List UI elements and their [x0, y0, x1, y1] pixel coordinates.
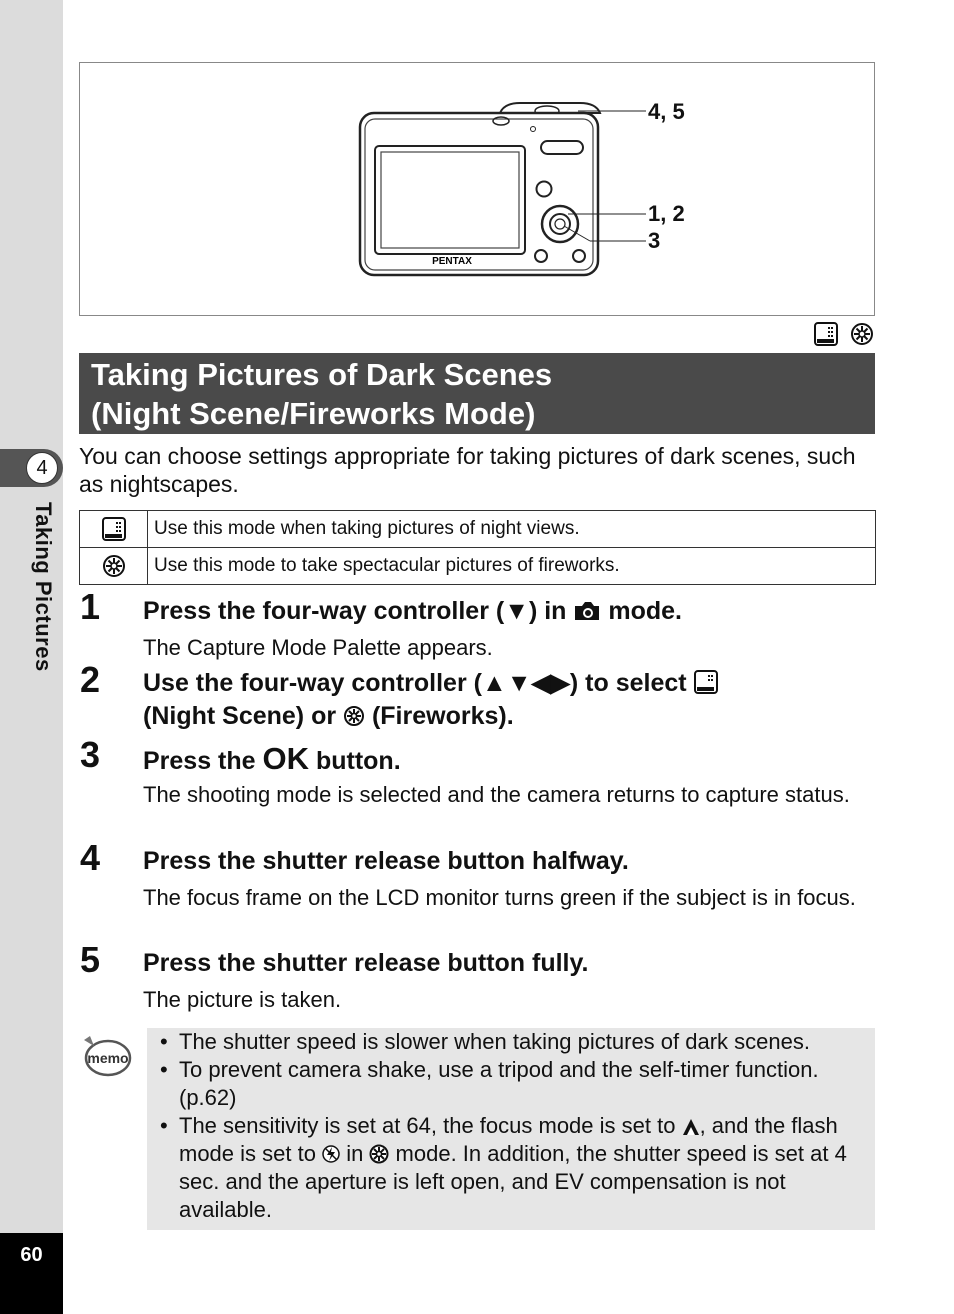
list-item: • The sensitivity is set at 64, the focus mode is set to , and the flash mode is set to in mode. In addition, the shutter speed is set at 4 sec. and the aperture is left open, and EV compensation is not available. — [157, 1112, 865, 1224]
mode-table — [79, 510, 876, 585]
night-scene-icon — [102, 517, 126, 541]
callout-shutter: 4, 5 — [648, 99, 685, 124]
step-number: 5 — [80, 939, 101, 980]
step-desc: The picture is taken. — [143, 987, 342, 1012]
night-scene-icon — [814, 322, 838, 346]
camera-figure — [79, 62, 875, 316]
memo-box — [147, 1028, 875, 1230]
step-number: 2 — [80, 659, 101, 700]
fireworks-icon — [369, 1144, 389, 1164]
heading-line2: (Night Scene/Fireworks Mode) — [91, 396, 536, 431]
landscape-focus-icon — [682, 1116, 700, 1136]
night-scene-icon — [694, 670, 718, 694]
four-way-arrows-icon: ▲▼◀▶ — [481, 669, 570, 697]
step-title: Press the four-way controller (▼) in mode. — [143, 597, 682, 625]
heading-line1: Taking Pictures of Dark Scenes — [91, 357, 553, 392]
section-heading — [79, 353, 875, 434]
fireworks-icon — [850, 322, 874, 346]
list-item: • The shutter speed is slower when taking pictures of dark scenes. — [157, 1028, 865, 1056]
ok-button-label: OK — [262, 741, 310, 776]
chapter-label: Taking Pictures — [31, 502, 56, 672]
table-row — [80, 548, 876, 585]
memo-icon — [80, 1034, 132, 1078]
step-desc: The Capture Mode Palette appears. — [143, 635, 493, 660]
mode-desc: Use this mode when taking pictures of night views. — [148, 511, 876, 548]
list-item: • To prevent camera shake, use a tripod and the self-timer function. (p.62) — [157, 1056, 865, 1112]
step-title: Press the shutter release button fully. — [143, 949, 589, 977]
table-row — [80, 511, 876, 548]
camera-back-illustration — [80, 63, 876, 317]
brand-logo: PENTAX — [432, 256, 472, 267]
fireworks-icon — [343, 705, 365, 727]
mode-desc: Use this mode to take spectacular pictures of fireworks. — [148, 548, 876, 585]
down-arrow-icon: ▼ — [504, 597, 529, 625]
fireworks-icon — [102, 554, 126, 578]
camera-icon — [573, 600, 601, 622]
step-title: Press the OK button. — [143, 741, 401, 776]
flash-off-icon — [322, 1144, 340, 1164]
step-desc: The focus frame on the LCD monitor turns green if the subject is in focus. — [143, 885, 856, 910]
chapter-number: 4 — [26, 452, 58, 484]
step-desc: The shooting mode is selected and the camera returns to capture status. — [143, 782, 850, 807]
mode-icons — [814, 322, 874, 346]
intro-text: You can choose settings appropriate for taking pictures of dark scenes, such as nightscapes. — [79, 443, 856, 497]
step-title: Press the shutter release button halfway. — [143, 847, 629, 875]
page-number: 60 — [20, 1244, 43, 1266]
step-number: 4 — [80, 837, 101, 878]
step-number: 3 — [80, 734, 101, 775]
callout-ok: 3 — [648, 228, 661, 253]
svg-text:memo: memo — [87, 1050, 129, 1066]
step-number: 1 — [80, 586, 101, 627]
step-title: Use the four-way controller (▲▼◀▶) to select (Night Scene) or (Fireworks). — [143, 667, 863, 733]
callout-controller: 1, 2 — [648, 201, 685, 226]
